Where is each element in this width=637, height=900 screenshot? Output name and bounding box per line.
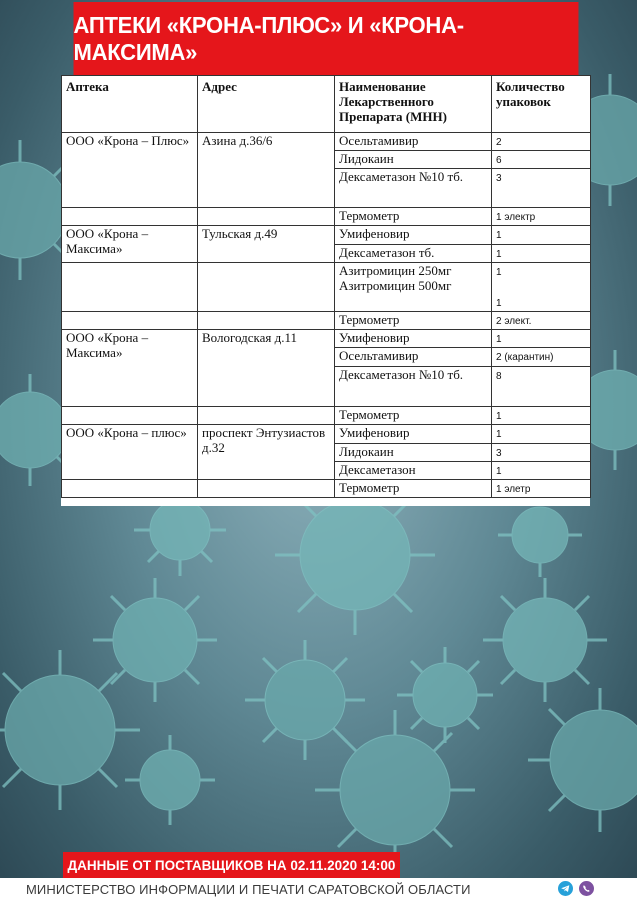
table-row bbox=[62, 208, 591, 226]
drug-cell: Лидокаин bbox=[335, 444, 492, 462]
header-pharmacy: Аптека bbox=[62, 76, 198, 133]
quantity-cell: 3 bbox=[492, 169, 591, 208]
header-address: Адрес bbox=[198, 76, 335, 133]
quantity-cell: 2 (карантин) bbox=[492, 348, 591, 367]
drug-cell: Термометр bbox=[335, 407, 492, 425]
drug-cell: Осельтамивир bbox=[335, 133, 492, 151]
table-row bbox=[62, 263, 591, 312]
drug-cell: Дексаметазон bbox=[335, 462, 492, 480]
table-row bbox=[62, 407, 591, 425]
drug-line: Азитромицин 500мг bbox=[339, 278, 452, 293]
pharmacy-cell: ООО «Крона – Плюс» bbox=[62, 133, 198, 208]
header-drug: Наименование Лекарственного Препарата (МНН) bbox=[335, 76, 492, 133]
address-cell bbox=[198, 407, 335, 425]
virus-icon bbox=[315, 710, 475, 870]
quantity-cell: 1 bbox=[492, 425, 591, 444]
table-row bbox=[62, 133, 591, 151]
quantity-cell bbox=[492, 263, 591, 312]
quantity-cell: 1 bbox=[492, 462, 591, 480]
address-cell: Азина д.36/6 bbox=[198, 133, 335, 208]
pharmacy-cell bbox=[62, 312, 198, 330]
quantity-cell: 3 bbox=[492, 444, 591, 462]
pharmacy-cell bbox=[62, 407, 198, 425]
pharmacy-cell bbox=[62, 480, 198, 498]
viber-icon[interactable] bbox=[579, 881, 594, 896]
quantity-cell: 1 элетр bbox=[492, 480, 591, 498]
table-header-row bbox=[62, 76, 591, 133]
address-cell bbox=[198, 312, 335, 330]
quantity-cell: 1 электр bbox=[492, 208, 591, 226]
data-date-note: ДАННЫЕ ОТ ПОСТАВЩИКОВ НА 02.11.2020 14:00 bbox=[63, 852, 400, 878]
address-cell: Вологодская д.11 bbox=[198, 330, 335, 407]
address-cell: проспект Энтузиастов д.32 bbox=[198, 425, 335, 480]
virus-icon bbox=[528, 688, 637, 832]
virus-icon bbox=[498, 507, 582, 577]
pharmacy-cell: ООО «Крона – Максима» bbox=[62, 226, 198, 263]
virus-icon bbox=[483, 578, 607, 702]
drug-cell: Умифеновир bbox=[335, 226, 492, 245]
ministry-name: МИНИСТЕРСТВО ИНФОРМАЦИИ И ПЕЧАТИ САРАТОВСКОЙ ОБЛАСТИ bbox=[26, 881, 471, 897]
header-quantity: Количество упаковок bbox=[492, 76, 591, 133]
telegram-icon[interactable] bbox=[558, 881, 573, 896]
drug-cell: Термометр bbox=[335, 312, 492, 330]
quantity-cell: 2 bbox=[492, 133, 591, 151]
virus-icon bbox=[134, 500, 226, 576]
drug-cell: Осельтамивир bbox=[335, 348, 492, 367]
address-cell bbox=[198, 480, 335, 498]
pharmacy-cell bbox=[62, 263, 198, 312]
drug-cell bbox=[335, 263, 492, 312]
virus-icon bbox=[93, 578, 217, 702]
drug-line: Азитромицин 250мг bbox=[339, 263, 452, 278]
table-row bbox=[62, 480, 591, 498]
table-row bbox=[62, 425, 591, 444]
table-row bbox=[62, 312, 591, 330]
pharmacy-cell: ООО «Крона – плюс» bbox=[62, 425, 198, 480]
drug-cell: Дексаметазон тб. bbox=[335, 245, 492, 263]
drug-cell: Термометр bbox=[335, 480, 492, 498]
pharmacy-cell bbox=[62, 208, 198, 226]
drug-cell: Умифеновир bbox=[335, 330, 492, 348]
table-row bbox=[62, 226, 591, 245]
address-cell: Тульская д.49 bbox=[198, 226, 335, 263]
drug-cell: Термометр bbox=[335, 208, 492, 226]
virus-icon bbox=[397, 647, 493, 743]
quantity-cell: 1 bbox=[492, 407, 591, 425]
pharmacy-table bbox=[61, 75, 591, 498]
drug-cell: Дексаметазон №10 тб. bbox=[335, 367, 492, 407]
quantity-cell: 2 элект. bbox=[492, 312, 591, 330]
page-title: АПТЕКИ «КРОНА-ПЛЮС» И «КРОНА-МАКСИМА» bbox=[74, 2, 579, 75]
pharmacy-table-container bbox=[61, 75, 590, 506]
drug-cell: Дексаметазон №10 тб. bbox=[335, 169, 492, 208]
quantity-cell: 1 bbox=[492, 245, 591, 263]
address-cell bbox=[198, 208, 335, 226]
pharmacy-cell: ООО «Крона – Максима» bbox=[62, 330, 198, 407]
drug-cell: Умифеновир bbox=[335, 425, 492, 444]
quantity-cell: 8 bbox=[492, 367, 591, 407]
address-cell bbox=[198, 263, 335, 312]
quantity-line: 1 bbox=[496, 267, 502, 278]
quantity-line: 1 bbox=[496, 298, 502, 309]
table-row bbox=[62, 330, 591, 348]
quantity-cell: 1 bbox=[492, 330, 591, 348]
quantity-cell: 6 bbox=[492, 151, 591, 169]
drug-cell: Лидокаин bbox=[335, 151, 492, 169]
virus-icon bbox=[125, 735, 215, 825]
footer-bar bbox=[0, 878, 637, 900]
quantity-cell: 1 bbox=[492, 226, 591, 245]
